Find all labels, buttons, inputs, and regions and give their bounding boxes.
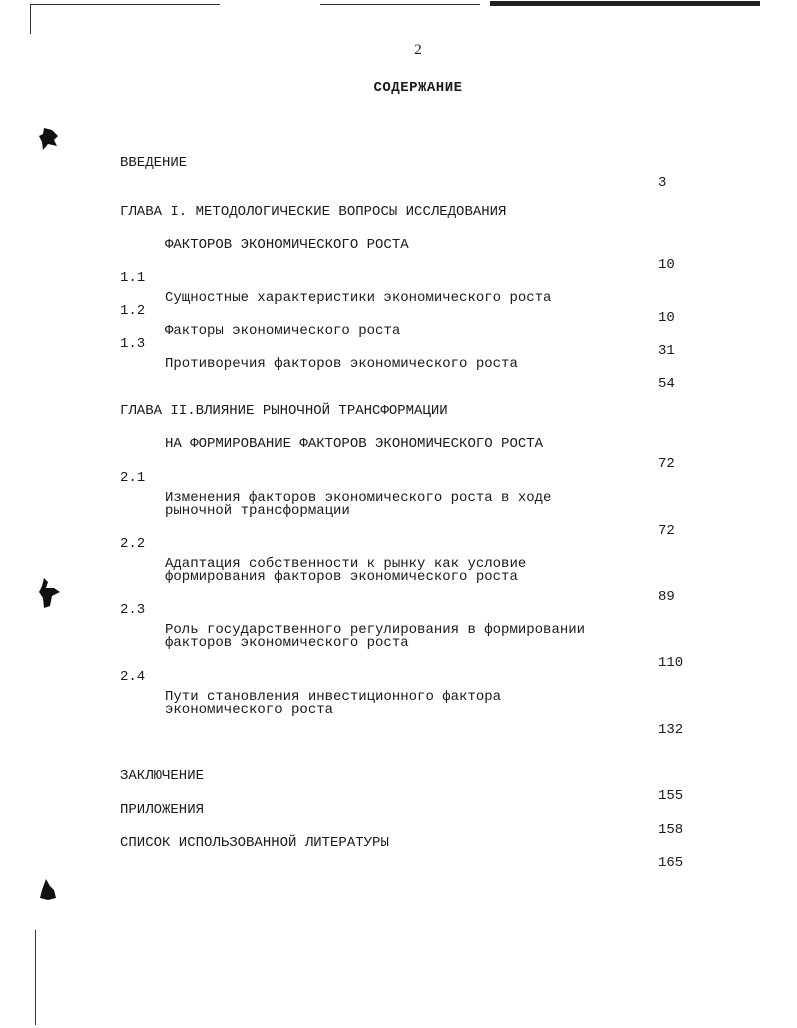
scan-border-top-right xyxy=(490,1,760,6)
toc-section-text: Факторы экономического роста xyxy=(165,323,401,339)
toc-section-2-1-cont[interactable] xyxy=(0,481,797,539)
toc-section-2-1[interactable] xyxy=(0,448,797,506)
toc-section-text: Сущностные характеристики экономического роста xyxy=(165,290,552,306)
toc-section-2-3[interactable] xyxy=(0,580,797,638)
toc-page-number: 54 xyxy=(658,376,675,392)
toc-section-text-cont: формирования факторов экономического роста xyxy=(165,569,518,585)
toc-section-number: 1.2 xyxy=(120,303,146,319)
toc-chapter-title: ГЛАВА II.ВЛИЯНИЕ РЫНОЧНОЙ ТРАНСФОРМАЦИИ xyxy=(120,403,448,419)
toc-section-text-cont: экономического роста xyxy=(165,702,334,718)
page-title: СОДЕРЖАНИЕ xyxy=(373,80,463,96)
page-number: 2 xyxy=(414,42,422,58)
toc-page-number: 132 xyxy=(658,722,684,738)
toc-section-number: 1.1 xyxy=(120,270,146,286)
scan-border-top-left xyxy=(30,4,220,5)
toc-section-number: 2.2 xyxy=(120,536,146,552)
toc-section-2-4-cont[interactable] xyxy=(0,680,797,738)
toc-page-number: 165 xyxy=(658,855,684,871)
toc-section-2-2[interactable] xyxy=(0,514,797,572)
toc-page-number: 3 xyxy=(658,175,667,191)
toc-section-text: Роль государственного регулирования в формировании xyxy=(165,622,586,638)
toc-page-number: 110 xyxy=(658,655,684,671)
toc-entry-references[interactable] xyxy=(0,813,797,871)
toc-entry-text: СПИСОК ИСПОЛЬЗОВАННОЙ ЛИТЕРАТУРЫ xyxy=(120,835,389,851)
toc-section-number: 2.3 xyxy=(120,602,146,618)
toc-chapter-title-cont: ФАКТОРОВ ЭКОНОМИЧЕСКОГО РОСТА xyxy=(165,237,409,253)
toc-entry-intro[interactable] xyxy=(0,133,797,191)
toc-section-text-cont: факторов экономического роста xyxy=(165,635,409,651)
toc-section-text: Пути становления инвестиционного фактора xyxy=(165,689,502,705)
toc-chapter-2-heading[interactable] xyxy=(0,381,797,419)
toc-section-text: Адаптация собственности к рынку как условие xyxy=(165,556,527,572)
toc-entry-text: ВВЕДЕНИЕ xyxy=(120,155,188,171)
toc-chapter-1-heading-cont[interactable] xyxy=(0,215,797,273)
toc-page-number: 10 xyxy=(658,257,675,273)
toc-page-number: 72 xyxy=(658,456,675,472)
toc-entry-appendices[interactable] xyxy=(0,780,797,838)
toc-page-number: 158 xyxy=(658,822,684,838)
toc-section-2-3-cont[interactable] xyxy=(0,613,797,671)
toc-entry-text: ЗАКЛЮЧЕНИЕ xyxy=(120,768,205,784)
toc-section-number: 1.3 xyxy=(120,336,146,352)
toc-chapter-title-cont: НА ФОРМИРОВАНИЕ ФАКТОРОВ ЭКОНОМИЧЕСКОГО РОСТА xyxy=(165,436,544,452)
toc-section-text: Изменения факторов экономического роста в ходе xyxy=(165,490,552,506)
toc-section-number: 2.4 xyxy=(120,669,146,685)
toc-section-2-4[interactable] xyxy=(0,647,797,705)
toc-chapter-title: ГЛАВА I. МЕТОДОЛОГИЧЕСКИЕ ВОПРОСЫ ИССЛЕДОВАНИЯ xyxy=(120,204,507,220)
scan-border-top-mid xyxy=(320,4,480,5)
toc-chapter-2-heading-cont[interactable] xyxy=(0,414,797,472)
toc-section-text-cont: рыночной трансформации xyxy=(165,503,350,519)
toc-page-number: 10 xyxy=(658,310,675,326)
toc-entry-text: ПРИЛОЖЕНИЯ xyxy=(120,802,205,818)
toc-section-number: 2.1 xyxy=(120,470,146,486)
toc-page-number: 89 xyxy=(658,589,675,605)
toc-section-text: Противоречия факторов экономического роста xyxy=(165,356,518,372)
toc-page-number: 72 xyxy=(658,523,675,539)
toc-entry-conclusion[interactable] xyxy=(0,746,797,804)
toc-chapter-1-heading[interactable] xyxy=(0,182,797,220)
toc-section-2-2-cont[interactable] xyxy=(0,547,797,605)
punch-hole-mark-3 xyxy=(38,878,58,902)
toc-page-number: 155 xyxy=(658,788,684,804)
toc-page-number: 31 xyxy=(658,343,675,359)
scan-border-left-top xyxy=(30,4,31,34)
scan-border-left-bottom xyxy=(35,930,36,1025)
